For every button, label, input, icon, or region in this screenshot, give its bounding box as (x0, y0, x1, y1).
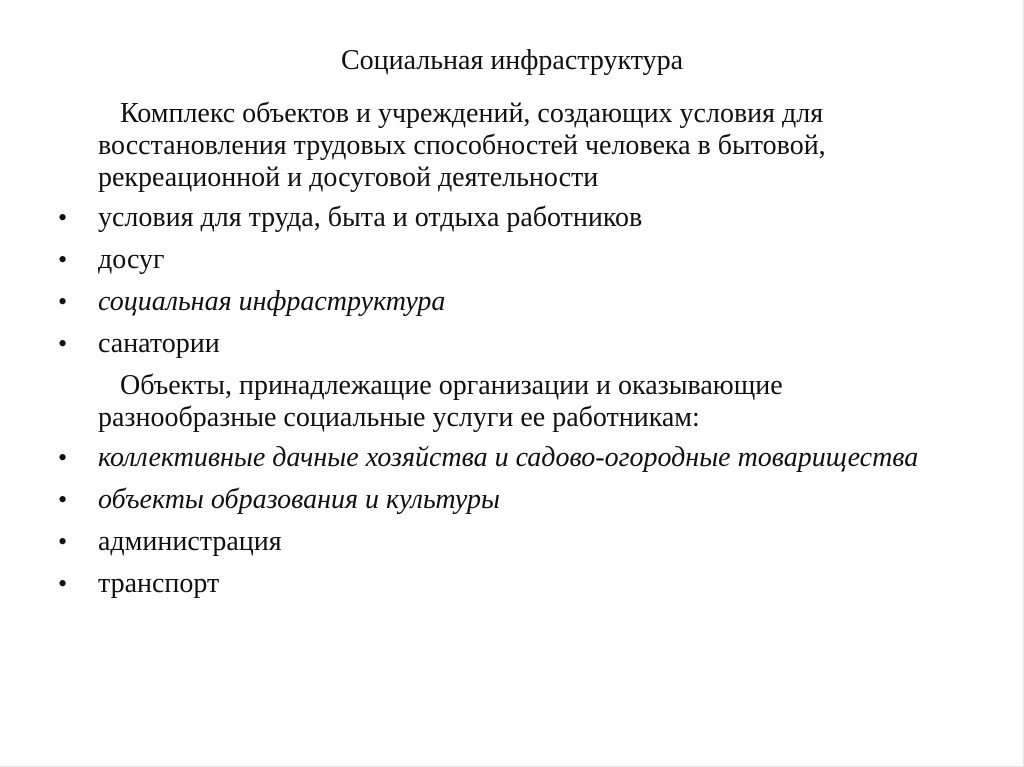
bullet-icon: • (58, 569, 68, 598)
list-item (58, 244, 958, 276)
bullet-icon: • (58, 203, 68, 232)
list-item-text: коллективные дачные хозяйства и садово-огородные товарищества (98, 442, 919, 473)
bullet-icon: • (58, 245, 68, 274)
bullet-icon: • (58, 527, 68, 556)
list-item (58, 328, 958, 360)
list-item-text: санатории (98, 328, 220, 359)
list-item (58, 526, 958, 558)
second-paragraph: Объекты, принадлежащие организации и оказывающие разнообразные социальные услуги ее работникам: (98, 370, 783, 433)
bullet-list-2 (58, 442, 958, 600)
list-item (58, 442, 958, 474)
bullet-icon: • (58, 287, 68, 316)
list-item (58, 286, 958, 318)
bullet-icon: • (58, 485, 68, 514)
bullet-icon: • (58, 443, 68, 472)
slide-content (58, 98, 958, 610)
list-item-text: транспорт (98, 568, 220, 599)
bullet-icon: • (58, 329, 68, 358)
list-item-text: администрация (98, 526, 282, 557)
list-item (58, 484, 958, 516)
list-item-text: досуг (98, 244, 165, 275)
bullet-list-1 (58, 202, 958, 360)
intro-paragraph: Комплекс объектов и учреждений, создающих условия для восстановления трудовых способностей человека в бытовой, рекреационной и досуговой деятельности (98, 98, 826, 193)
list-item (58, 568, 958, 600)
list-item-text: социальная инфраструктура (98, 286, 446, 317)
list-item-text: объекты образования и культуры (98, 484, 500, 515)
list-item-text: условия для труда, быта и отдыха работников (98, 202, 643, 233)
list-item (58, 202, 958, 234)
slide-title: Социальная инфраструктура (340, 45, 684, 76)
